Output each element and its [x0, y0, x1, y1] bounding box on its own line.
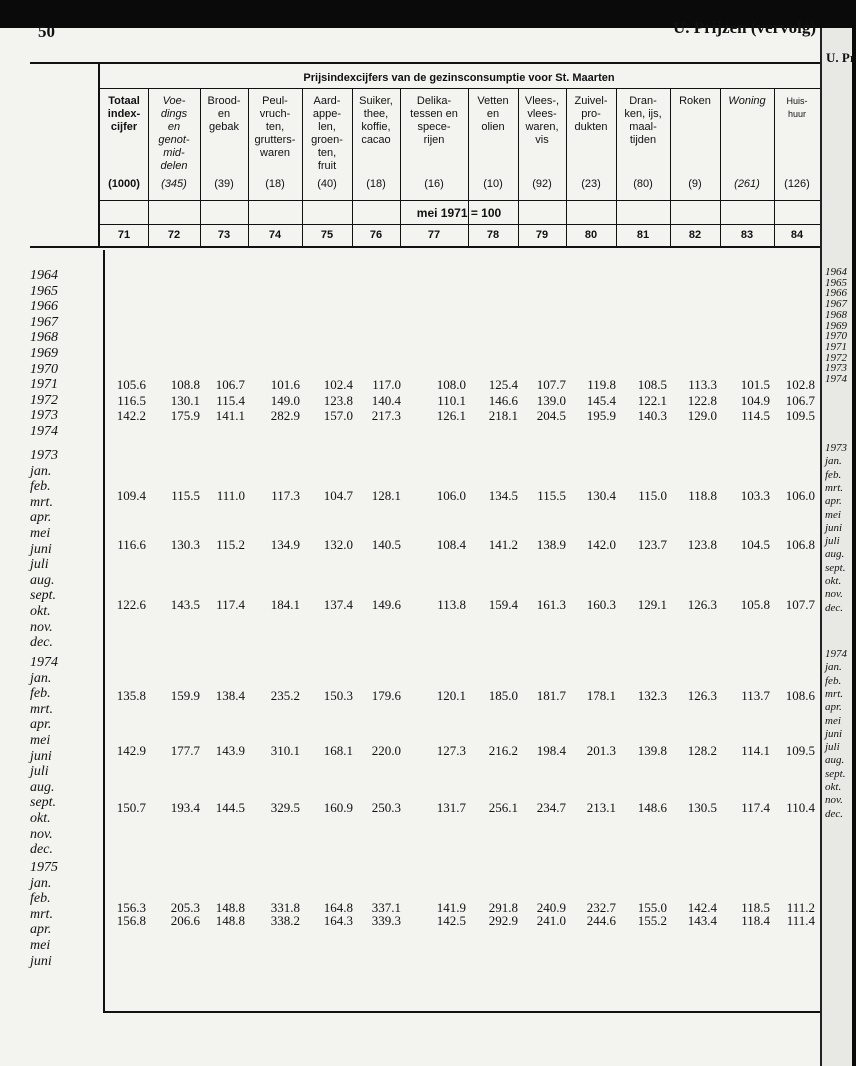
table-cell: 185.0 [488, 688, 518, 703]
next-page-row-label: 1972 [825, 351, 847, 364]
table-cell: 159.4 [488, 597, 518, 612]
row-label: mrt. [30, 701, 53, 717]
table-cell: 193.4 [170, 800, 200, 815]
next-page-row-label: 1966 [825, 287, 847, 300]
table-cell: 122.1 [637, 393, 667, 408]
row-label: feb. [30, 686, 51, 702]
row-label: dec. [30, 635, 53, 651]
table-cell: 102.8 [785, 377, 815, 392]
row-label: okt. [30, 604, 51, 619]
table-cell: 109.5 [785, 408, 815, 423]
table-cell: 168.1 [323, 743, 353, 758]
table-cell: 129.0 [687, 408, 717, 423]
table-cell: 111.2 [786, 900, 815, 915]
table-cell: 130.5 [687, 800, 717, 815]
column-header: Aard- appe- len, groen- ten, fruit [311, 95, 343, 172]
next-page-row-label: apr. [825, 701, 842, 714]
column-header: Dran- ken, ijs, maal- tijden [624, 95, 662, 146]
column-weight: (92) [532, 178, 552, 190]
row-label: okt. [30, 811, 51, 826]
table-cell: 256.1 [488, 800, 518, 815]
row-label: feb. [30, 479, 51, 495]
table-cell: 115.2 [216, 537, 245, 552]
table-cell: 310.1 [270, 743, 300, 758]
column-number: 75 [320, 229, 334, 241]
table-cell: 111.0 [216, 488, 245, 503]
table-cell: 244.6 [586, 913, 616, 928]
table-cell: 110.1 [437, 393, 466, 408]
table-cell: 175.9 [170, 408, 200, 423]
table-cell: 232.7 [586, 900, 616, 915]
column-number: 77 [427, 229, 441, 241]
table-cell: 111.4 [786, 913, 815, 928]
table-cell: 282.9 [270, 408, 300, 423]
next-page-row-label: aug. [825, 754, 845, 767]
table-cell: 114.5 [741, 408, 770, 423]
table-cell: 205.3 [170, 900, 200, 915]
table-cell: 106.7 [215, 377, 245, 392]
next-page-row-label: jan. [825, 661, 842, 674]
column-header: Peul- vruch- ten, grutters- waren [254, 95, 296, 159]
row-label: nov. [30, 619, 53, 635]
table-cell: 104.5 [740, 537, 770, 552]
table-cell: 102.4 [323, 377, 353, 392]
table-cell: 101.5 [740, 377, 770, 392]
column-header: Zuivel- pro- dukten [574, 95, 608, 133]
table-cell: 161.3 [536, 597, 566, 612]
table-cell: 140.4 [371, 393, 401, 408]
row-label: mrt. [30, 906, 53, 922]
next-page-row-label: 1967 [825, 298, 847, 311]
table-cell: 106.0 [785, 488, 815, 503]
row-label: apr. [30, 510, 52, 526]
table-cell: 141.9 [436, 900, 466, 915]
table-cell: 164.3 [323, 913, 353, 928]
column-number: 79 [535, 229, 549, 241]
column-number: 80 [584, 229, 598, 241]
table-cell: 139.8 [637, 743, 667, 758]
row-label: jan. [30, 875, 52, 891]
table-cell: 120.1 [436, 688, 466, 703]
table-cell: 142.4 [687, 900, 717, 915]
page-number: 50 [38, 22, 55, 41]
column-number: 78 [486, 229, 500, 241]
row-label: 1975 [30, 860, 58, 875]
next-page-row-label: juni [825, 727, 843, 740]
table-cell: 143.5 [170, 597, 200, 612]
row-label: 1973 [30, 408, 58, 424]
row-label: sept. [30, 795, 57, 811]
row-label: aug. [30, 572, 55, 588]
next-page-edge [820, 28, 856, 1066]
row-label: aug. [30, 779, 55, 795]
table-cell: 138.4 [215, 688, 245, 703]
table-cell: 105.6 [116, 377, 146, 392]
next-page-row-label: dec. [825, 807, 844, 820]
next-page-row-label: mrt. [825, 481, 844, 494]
table-cell: 115.5 [537, 488, 566, 503]
row-label: juni [30, 748, 52, 764]
table-cell: 329.5 [270, 800, 300, 815]
table-cell: 113.7 [741, 688, 770, 703]
table-cell: 159.9 [170, 688, 200, 703]
table-cell: 123.8 [323, 393, 353, 408]
table-cell: 110.4 [786, 800, 815, 815]
column-weight: (261) [734, 178, 760, 190]
row-label: 1965 [30, 283, 58, 299]
table-cell: 148.8 [215, 913, 245, 928]
table-cell: 156.8 [116, 913, 146, 928]
column-weight: (16) [424, 178, 444, 190]
table-cell: 106.0 [436, 488, 466, 503]
title-rule [100, 88, 820, 89]
row-label: apr. [30, 717, 52, 733]
table-cell: 107.7 [536, 377, 566, 392]
next-page-row-label: 1971 [825, 340, 847, 353]
table-cell: 181.7 [536, 688, 566, 703]
row-label: jan. [30, 670, 52, 686]
row-label: 1974 [30, 424, 58, 439]
table-cell: 130.3 [170, 537, 200, 552]
next-page-row-label: mei [825, 508, 841, 521]
next-page-row-label: nov. [825, 794, 843, 807]
row-label: nov. [30, 826, 53, 842]
row-label: juli [30, 764, 49, 780]
table-cell: 198.4 [536, 743, 566, 758]
column-header: Vetten en olien [477, 95, 509, 133]
column-number: 81 [636, 229, 650, 241]
next-page-row-label: sept. [825, 561, 846, 574]
row-label: sept. [30, 588, 57, 604]
table-cell: 128.1 [371, 488, 401, 503]
next-page-row-label: mei [825, 714, 841, 727]
next-page-heading: U. Pr [826, 50, 856, 65]
table-cell: 105.8 [740, 597, 770, 612]
table-cell: 113.3 [688, 377, 717, 392]
next-page-row-label: nov. [825, 588, 843, 601]
column-weight: (10) [483, 178, 503, 190]
table-cell: 114.1 [741, 743, 770, 758]
weights-rule [100, 200, 820, 201]
table-cell: 184.1 [270, 597, 300, 612]
base-rule [100, 224, 820, 225]
row-label: 1972 [30, 392, 58, 408]
table-cell: 103.3 [740, 488, 770, 503]
column-number: 71 [117, 229, 131, 241]
table-cell: 106.7 [785, 393, 815, 408]
row-label: mrt. [30, 494, 53, 510]
next-page-row-label: apr. [825, 495, 842, 508]
next-page-row-label: juli [825, 741, 840, 754]
table-cell: 142.9 [116, 743, 146, 758]
table-cell: 213.1 [586, 800, 616, 815]
table-cell: 115.0 [638, 488, 667, 503]
table-cell: 109.5 [785, 743, 815, 758]
row-label: juli [30, 557, 49, 573]
row-label: 1964 [30, 268, 58, 283]
table-cell: 146.6 [488, 393, 518, 408]
column-header: Delika- tessen en spece- rijen [410, 95, 458, 146]
next-page-row-label: jan. [825, 455, 842, 468]
top-rule [30, 62, 820, 64]
table-cell: 117.4 [216, 597, 245, 612]
table-cell: 107.7 [785, 597, 815, 612]
table-cell: 156.3 [116, 900, 146, 915]
table-cell: 131.7 [436, 800, 466, 815]
stub-body-divider [103, 250, 105, 1012]
next-page-row-label: mrt. [825, 687, 844, 700]
next-page-row-label: juni [825, 521, 843, 534]
table-cell: 130.1 [170, 393, 200, 408]
next-page-row-label: 1970 [825, 330, 847, 343]
column-number: 83 [740, 229, 754, 241]
table-cell: 204.5 [536, 408, 566, 423]
column-weight: (18) [265, 178, 285, 190]
row-label: feb. [30, 891, 51, 907]
table-cell: 337.1 [371, 900, 401, 915]
running-head: U. Prijzen (vervolg) [672, 18, 816, 37]
table-cell: 115.5 [171, 488, 200, 503]
table-cell: 108.0 [436, 377, 466, 392]
table-cell: 115.4 [216, 393, 245, 408]
column-number: 72 [167, 229, 181, 241]
table-cell: 164.8 [323, 900, 353, 915]
row-label: 1973 [30, 448, 58, 463]
table-cell: 217.3 [371, 408, 401, 423]
column-weight: (126) [784, 178, 810, 190]
row-label: 1967 [30, 314, 58, 330]
column-weight: (40) [317, 178, 337, 190]
column-weight: (1000) [108, 178, 140, 190]
column-header: Vlees-, vlees- waren, vis [524, 95, 560, 146]
row-label: 1968 [30, 330, 58, 346]
table-cell: 149.6 [371, 597, 401, 612]
table-cell: 109.4 [116, 488, 146, 503]
next-page-row-label: okt. [825, 575, 842, 587]
next-page-row-label: feb. [825, 468, 842, 481]
row-label: 1970 [30, 361, 58, 377]
row-label: mei [30, 938, 51, 953]
table-cell: 234.7 [536, 800, 566, 815]
next-page-row-label: 1964 [825, 266, 847, 278]
column-weight: (9) [688, 178, 702, 190]
table-cell: 292.9 [488, 913, 518, 928]
header-bottom-rule [30, 246, 820, 248]
table-cell: 150.7 [116, 800, 146, 815]
table-cell: 150.3 [323, 688, 353, 703]
table-cell: 140.3 [637, 408, 667, 423]
next-page-row-label: 1974 [825, 648, 847, 660]
table-cell: 127.3 [436, 743, 466, 758]
table-cell: 117.3 [271, 488, 300, 503]
table-cell: 108.6 [785, 688, 815, 703]
table-cell: 140.5 [371, 537, 401, 552]
column-header: Roken [679, 95, 711, 107]
table-cell: 195.9 [586, 408, 616, 423]
row-label: juni [30, 541, 52, 557]
table-cell: 331.8 [270, 900, 300, 915]
column-divider [670, 88, 671, 246]
next-page-row-label: dec. [825, 601, 844, 614]
table-cell: 235.2 [270, 688, 300, 703]
table-cell: 101.6 [270, 377, 300, 392]
next-page-row-label: okt. [825, 781, 842, 793]
column-number: 82 [688, 229, 702, 241]
table-cell: 134.9 [270, 537, 300, 552]
stub-header-divider [98, 62, 100, 248]
row-label: jan. [30, 463, 52, 479]
table-cell: 117.0 [372, 377, 401, 392]
table-cell: 145.4 [586, 393, 616, 408]
row-label: juni [30, 953, 52, 969]
next-page-row-label: 1965 [825, 276, 847, 289]
table-cell: 220.0 [371, 743, 401, 758]
next-page-row-label: aug. [825, 548, 845, 561]
column-weight: (18) [366, 178, 386, 190]
table-cell: 160.3 [586, 597, 616, 612]
table-cell: 126.3 [687, 688, 717, 703]
column-weight: (23) [581, 178, 601, 190]
table-cell: 240.9 [536, 900, 566, 915]
table-cell: 128.2 [687, 743, 717, 758]
next-page-row-label: feb. [825, 674, 842, 687]
column-number: 73 [217, 229, 231, 241]
row-label: apr. [30, 922, 52, 938]
column-number: 76 [369, 229, 383, 241]
table-cell: 106.8 [785, 537, 815, 552]
table-cell: 108.8 [170, 377, 200, 392]
column-weight: (80) [633, 178, 653, 190]
row-label: 1971 [30, 377, 58, 393]
row-label: 1974 [30, 655, 58, 670]
table-cell: 218.1 [488, 408, 518, 423]
table-cell: 141.1 [215, 408, 245, 423]
table-cell: 123.8 [687, 537, 717, 552]
table-cell: 157.0 [323, 408, 353, 423]
table-cell: 149.0 [270, 393, 300, 408]
table-cell: 178.1 [586, 688, 616, 703]
table-cell: 116.5 [117, 393, 146, 408]
table-cell: 125.4 [488, 377, 518, 392]
table-cell: 130.4 [586, 488, 616, 503]
table-cell: 148.8 [215, 900, 245, 915]
table-cell: 118.5 [741, 900, 770, 915]
column-header: Huis- huur [786, 96, 808, 119]
table-cell: 104.9 [740, 393, 770, 408]
table-cell: 177.7 [170, 743, 200, 758]
table-cell: 142.5 [436, 913, 466, 928]
table-cell: 138.9 [536, 537, 566, 552]
next-page-row-label: 1968 [825, 308, 847, 321]
table-cell: 148.6 [637, 800, 667, 815]
table-cell: 216.2 [488, 743, 518, 758]
next-page-row-label: 1973 [825, 442, 847, 454]
column-number: 74 [268, 229, 282, 241]
next-page-row-label: sept. [825, 767, 846, 780]
table-cell: 143.4 [687, 913, 717, 928]
table-cell: 118.8 [688, 488, 717, 503]
table-cell: 141.2 [488, 537, 518, 552]
table-cell: 179.6 [371, 688, 401, 703]
base-period: mei 1971 = 100 [416, 206, 502, 220]
table-cell: 134.5 [488, 488, 518, 503]
table-cell: 206.6 [170, 913, 200, 928]
table-title: Prijsindexcijfers van de gezinsconsumptie voor St. Maarten [303, 72, 615, 84]
column-header: Suiker, thee, koffie, cacao [359, 95, 393, 146]
table-cell: 142.2 [116, 408, 146, 423]
table-cell: 116.6 [117, 537, 146, 552]
table-cell: 126.1 [436, 408, 466, 423]
table-cell: 139.0 [536, 393, 566, 408]
table-bottom-rule [103, 1011, 820, 1013]
table-cell: 122.8 [687, 393, 717, 408]
table-cell: 201.3 [586, 743, 616, 758]
table-cell: 126.3 [687, 597, 717, 612]
table-cell: 339.3 [371, 913, 401, 928]
column-divider [720, 88, 721, 246]
table-cell: 155.0 [637, 900, 667, 915]
table-cell: 113.8 [437, 597, 466, 612]
table-cell: 291.8 [488, 900, 518, 915]
column-header: Brood- en gebak [207, 95, 241, 133]
table-cell: 108.5 [637, 377, 667, 392]
table-cell: 143.9 [215, 743, 245, 758]
table-cell: 108.4 [436, 537, 466, 552]
column-header: Voe- dings en genot- mid- delen [158, 95, 190, 172]
table-cell: 338.2 [270, 913, 300, 928]
column-number: 84 [790, 229, 804, 241]
table-cell: 104.7 [323, 488, 353, 503]
table-cell: 117.4 [741, 800, 770, 815]
column-weight: (345) [161, 178, 187, 190]
table-cell: 118.4 [741, 913, 770, 928]
table-cell: 137.4 [323, 597, 353, 612]
table-cell: 142.0 [586, 537, 616, 552]
table-cell: 122.6 [116, 597, 146, 612]
row-label: dec. [30, 842, 53, 858]
next-page-row-label: 1974 [825, 373, 847, 385]
column-weight: (39) [214, 178, 234, 190]
table-cell: 241.0 [536, 913, 566, 928]
table-cell: 123.7 [637, 537, 667, 552]
next-page-row-label: 1973 [825, 362, 847, 375]
column-header: Totaal index- cijfer [107, 95, 141, 133]
row-label: 1969 [30, 346, 58, 361]
table-cell: 129.1 [637, 597, 667, 612]
column-header: Woning [728, 95, 766, 107]
table-cell: 135.8 [116, 688, 146, 703]
row-label: mei [30, 733, 51, 748]
table-cell: 160.9 [323, 800, 353, 815]
table-cell: 132.3 [637, 688, 667, 703]
table-cell: 155.2 [637, 913, 667, 928]
next-page-row-label: 1969 [825, 319, 847, 332]
table-cell: 250.3 [371, 800, 401, 815]
table-cell: 144.5 [215, 800, 245, 815]
table-cell: 119.8 [587, 377, 616, 392]
row-label: mei [30, 526, 51, 541]
next-page-row-label: juli [825, 535, 840, 548]
row-label: 1966 [30, 299, 58, 315]
table-cell: 132.0 [323, 537, 353, 552]
